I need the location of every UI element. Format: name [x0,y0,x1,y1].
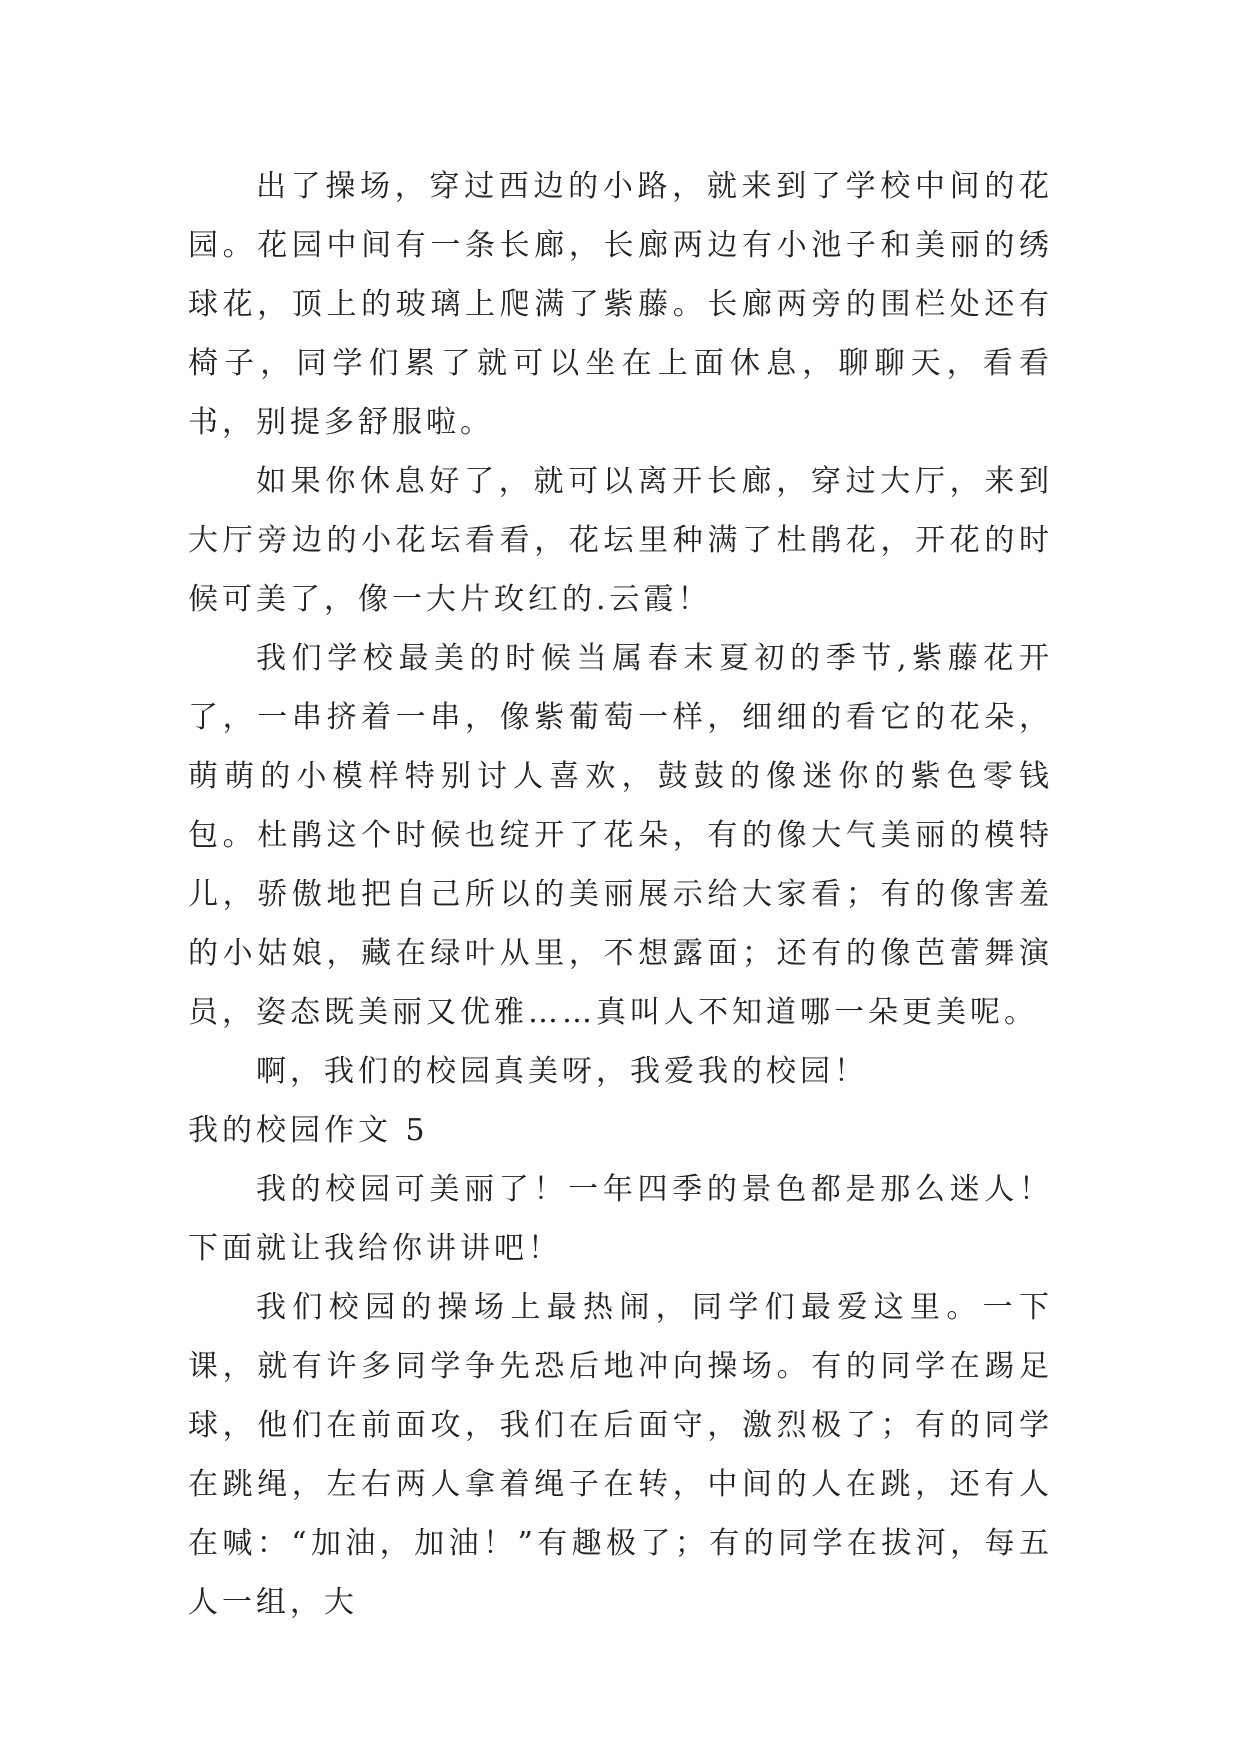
paragraph-conclusion: 啊，我们的校园真美呀，我爱我的校园！ [256,1054,868,1089]
paragraph-spring: 我们学校最美的时候当属春末夏初的季节,紫藤花开了，一串挤着一串，像紫葡萄一样，细细的看它的花朵，萌萌的小模样特别讨人喜欢，鼓鼓的像迷你的紫色零钱包。杜鹃这个时候也绽开了花朵，有的像大气美丽的模特儿，骄傲地把自己所以的美丽展示给大家看；有的像害羞的小姑娘，藏在绿叶从里，不想露面；还有的像芭蕾舞演员，姿态既美丽又优雅……真叫人不知道哪一朵更美呢。 [188,641,1053,1030]
paragraph-garden: 出了操场，穿过西边的小路，就来到了学校中间的花园。花园中间有一条长廊，长廊两边有小池子和美丽的绣球花，顶上的玻璃上爬满了紫藤。长廊两旁的围栏处还有椅子，同学们累了就可以坐在上面休息，聊聊天，看看书，别提多舒服啦。 [188,169,1053,440]
paragraph-playground: 我们校园的操场上最热闹，同学们最爱这里。一下课，就有许多同学争先恐后地冲向操场。有的同学在踢足球，他们在前面攻，我们在后面守，激烈极了；有的同学在跳绳，左右两人拿着绳子在转，中间的人在跳，还有人在喊：“加油，加油！”有趣极了；有的同学在拔河，每五人一组，大 [188,1290,1053,1620]
paragraph-intro: 我的校园可美丽了！一年四季的景色都是那么迷人！下面就让我给你讲讲吧！ [188,1172,1053,1266]
document-body [188,157,1053,1632]
paragraph-flower-bed: 如果你休息好了，就可以离开长廊，穿过大厅，来到大厅旁边的小花坛看看，花坛里种满了杜鹃花，开花的时候可美了，像一大片玫红的.云霞！ [188,464,1053,617]
section-heading: 我的校园作文 5 [188,1113,429,1148]
